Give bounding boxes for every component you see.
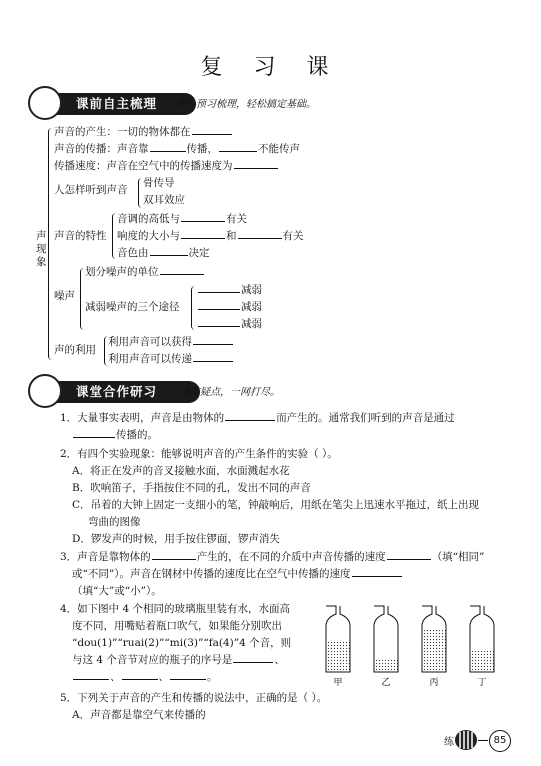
option-b: B．吹响笛子，手指按住不同的孔，发出不同的声音 bbox=[72, 482, 311, 494]
blank[interactable] bbox=[198, 316, 240, 327]
mascot-icon bbox=[28, 86, 62, 120]
footer-logo bbox=[442, 728, 480, 752]
noise-way: 减弱 bbox=[197, 282, 262, 297]
section-tagline: 开心预习梳理，轻松搞定基础。 bbox=[176, 99, 316, 110]
footer-rule bbox=[478, 740, 488, 741]
bottle-bing bbox=[422, 606, 446, 672]
question-4: 4．如下图中 4 个相同的玻璃瓶里装有水，水面高 度不同，用嘴贴着瓶口吹气，如果能分别吹出 “dou(1)”“ruai(2)”“mi(3)”“fa(4)”4 个音，则 与这 4 个音节对应的瓶子的序号是 、 、 、 。 bbox=[60, 603, 292, 683]
blank[interactable] bbox=[150, 141, 186, 152]
trait-pitch: 音调的高低与 有关 bbox=[117, 213, 247, 225]
noise-ways: 减弱噪声的三个途径 bbox=[85, 301, 180, 313]
section-banner-label: 课前自主梳理 bbox=[76, 96, 158, 111]
blank[interactable] bbox=[181, 211, 225, 222]
blank[interactable] bbox=[73, 427, 115, 438]
bottle-yi bbox=[374, 606, 398, 672]
trait-loudness: 响度的大小与 和 有关 bbox=[117, 230, 304, 242]
section-tagline: 重难疑点，一网打尽。 bbox=[180, 387, 280, 398]
option-c-cont: 弯曲的图像 bbox=[88, 516, 141, 528]
blank[interactable] bbox=[238, 228, 282, 239]
question-5: 5．下列关于声音的产生和传播的说法中，正确的是（ ）。 A．声音都是靠空气来传播的 bbox=[60, 690, 327, 724]
mascot-icon bbox=[28, 374, 62, 408]
section-banner-classwork bbox=[40, 381, 200, 403]
footer-logo-icon bbox=[442, 728, 480, 752]
blank[interactable] bbox=[193, 334, 233, 345]
blank[interactable] bbox=[152, 549, 196, 560]
blank[interactable] bbox=[234, 158, 278, 169]
outline-propagation: 声音的传播：声音靠 传播， 不能传声 bbox=[54, 143, 300, 155]
blank[interactable] bbox=[198, 299, 240, 310]
blank[interactable] bbox=[219, 141, 257, 152]
bottle-label: 乙 bbox=[381, 678, 391, 688]
question-2: 2．有四个实验现象：能够说明声音的产生条件的实验（ ）。 A．将正在发声的音叉接触水面，水面溅起水花 B．吹响笛子，手指按住不同的孔，发出不同的声音 C．吊着的大钟上固定一支细小的笔，钟敲响后，用纸在笔尖上迅速水平拖过，纸上出现 弯曲的图像 D．锣发声的时候，用手按住锣面，锣声消失 bbox=[60, 446, 479, 548]
noise-way: 减弱 bbox=[197, 316, 262, 331]
ways-brace bbox=[191, 286, 196, 330]
blank[interactable] bbox=[233, 652, 273, 663]
bottle-label: 丁 bbox=[477, 678, 487, 688]
blank[interactable] bbox=[198, 282, 240, 293]
option-c: C．吊着的大钟上固定一支细小的笔，钟敲响后，用纸在笔尖上迅速水平拖过，纸上出现 bbox=[72, 499, 480, 511]
bottle-label: 甲 bbox=[333, 678, 343, 688]
section-banner-label: 课堂合作研习 bbox=[76, 384, 158, 399]
bottles-svg bbox=[318, 602, 514, 688]
option-a: A．声音都是靠空气来传播的 bbox=[72, 709, 206, 721]
outline-production: 声音的产生：一切的物体都在 bbox=[54, 124, 233, 139]
outline-speed: 传播速度：声音在空气中的传播速度为 bbox=[54, 158, 279, 173]
outline-noise: 噪声 bbox=[54, 290, 75, 302]
outline-use: 声的利用 bbox=[54, 344, 96, 356]
option-a: A．将正在发声的音叉接触水面，水面溅起水花 bbox=[72, 465, 290, 477]
page-title: 复 习 课 bbox=[200, 55, 341, 80]
use-item: 利用声音可以获得 bbox=[108, 334, 234, 349]
blank[interactable] bbox=[73, 669, 109, 680]
blank[interactable] bbox=[160, 264, 204, 275]
blank[interactable] bbox=[193, 351, 233, 362]
question-1: 1．大量事实表明，声音是由物体的 而产生的。通常我们听到的声音是通过 传播的。 bbox=[60, 412, 455, 441]
hearing-item: 双耳效应 bbox=[143, 194, 185, 206]
blank[interactable] bbox=[225, 410, 275, 421]
hearing-item: 骨传导 bbox=[143, 177, 175, 189]
trait-timbre: 音色由 决定 bbox=[117, 247, 210, 259]
section-banner-preview bbox=[40, 93, 196, 115]
outline-root: 声现象 bbox=[36, 230, 47, 268]
svg-text:练: 练 bbox=[444, 737, 454, 748]
noise-way: 减弱 bbox=[197, 299, 262, 314]
outline-hearing: 人怎样听到声音 bbox=[54, 184, 128, 196]
question-3: 3．声音是靠物体的 产生的，在不同的介质中声音传播的速度 （填“相同” 或“不同”）。声音在钢材中传播的速度比在空气中传播的速度 （填“大”或“小”）。 bbox=[60, 551, 485, 597]
bottle-ding bbox=[470, 606, 494, 672]
use-item: 利用声音可以传递 bbox=[108, 351, 234, 366]
noise-unit: 划分噪声的单位 bbox=[85, 264, 205, 279]
blank[interactable] bbox=[122, 669, 158, 680]
blank[interactable] bbox=[352, 566, 402, 577]
blank[interactable] bbox=[387, 549, 431, 560]
blank[interactable] bbox=[181, 228, 225, 239]
bottle-jia bbox=[326, 606, 350, 672]
option-d: D．锣发声的时候，用手按住锣面，锣声消失 bbox=[72, 533, 280, 545]
page-number: 85 bbox=[489, 730, 511, 752]
blank[interactable] bbox=[150, 245, 188, 256]
blank[interactable] bbox=[170, 669, 206, 680]
blank[interactable] bbox=[192, 124, 232, 135]
outline-traits: 声音的特性 bbox=[54, 230, 107, 242]
bottle-label: 丙 bbox=[429, 678, 439, 688]
bottles-figure bbox=[318, 602, 514, 688]
